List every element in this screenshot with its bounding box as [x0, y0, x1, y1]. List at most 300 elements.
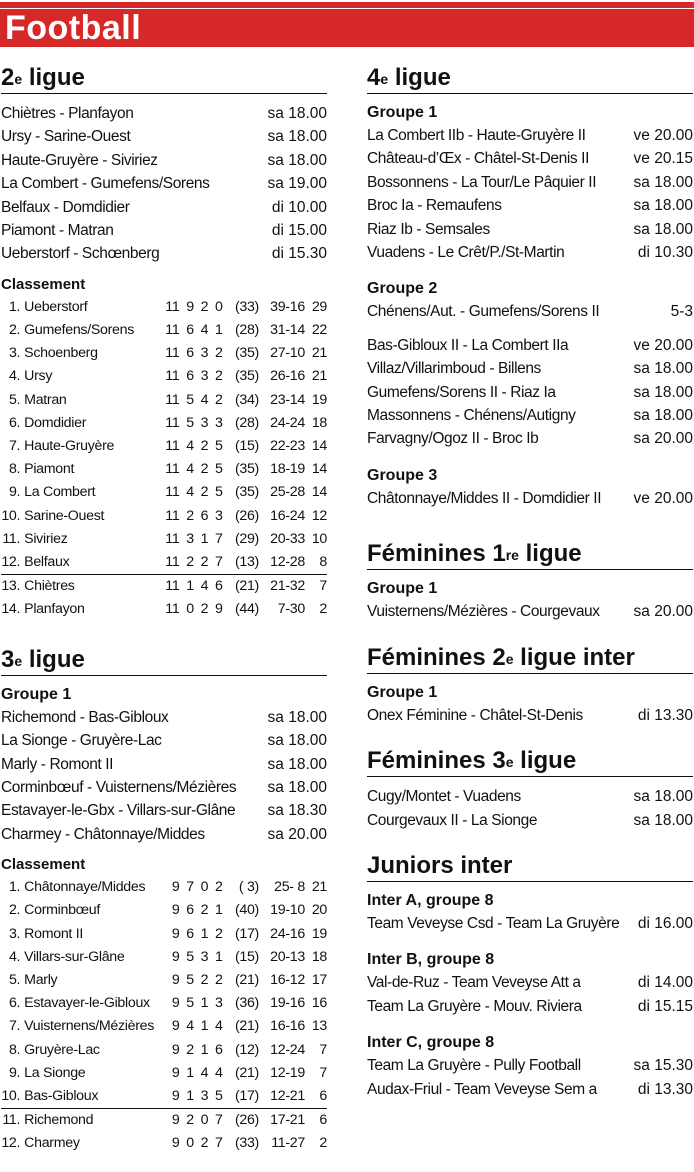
match-teams: Villaz/Villarimboud - Billens — [367, 360, 541, 378]
wins: 1 — [186, 1064, 194, 1081]
penalty-points: (33) — [234, 1135, 259, 1152]
goal-difference: 21-32 — [270, 578, 305, 595]
classement-title: Classement — [1, 856, 86, 874]
match-row — [1, 823, 327, 846]
games-played: 11 — [165, 461, 180, 478]
points: 6 — [319, 1112, 328, 1129]
match-list — [367, 124, 693, 264]
draws: 2 — [200, 461, 209, 478]
games-played: 11 — [165, 391, 180, 408]
rank-position: 11. — [2, 530, 21, 547]
section-heading — [367, 743, 693, 777]
table-row — [1, 505, 327, 528]
team-name: Villars-sur-Glâne — [24, 948, 125, 965]
rank-position: 1. — [8, 879, 21, 896]
games-played: 9 — [171, 995, 180, 1012]
draws: 6 — [200, 507, 209, 524]
table-row — [1, 969, 327, 992]
match-row — [367, 785, 693, 808]
points: 18 — [311, 948, 328, 965]
match-teams: Team La Gruyère - Pully Football — [367, 1057, 581, 1075]
team-name: La Sionge — [24, 1064, 86, 1081]
match-time: ve 20.15 — [633, 150, 693, 168]
section-title: Féminines 2e ligue inter — [367, 643, 635, 671]
left-column — [1, 60, 327, 1170]
rank-position: 4. — [8, 368, 21, 385]
match-time: di 16.00 — [637, 914, 693, 932]
draws: 3 — [200, 1087, 209, 1104]
wins: 4 — [186, 1018, 194, 1035]
match-time: di 10.00 — [271, 198, 327, 216]
goal-difference: 11-27 — [271, 1135, 305, 1152]
losses: 1 — [214, 948, 223, 965]
goal-difference: 24-16 — [270, 925, 305, 942]
match-time: sa 18.00 — [633, 173, 693, 191]
goal-difference: 19-10 — [270, 902, 305, 919]
match-row — [1, 196, 327, 219]
match-teams: Piamont - Matran — [1, 222, 114, 240]
result-teams: Chénens/Aut. - Gumefens/Sorens II — [367, 303, 600, 321]
points: 2 — [319, 1135, 328, 1152]
table-row — [1, 342, 327, 365]
table-row — [1, 946, 327, 969]
match-time: sa 18.00 — [633, 383, 693, 401]
games-played: 9 — [171, 1041, 180, 1058]
games-played: 9 — [171, 925, 180, 942]
games-played: 11 — [165, 322, 180, 339]
points: 6 — [319, 1087, 328, 1104]
losses: 2 — [214, 925, 223, 942]
table-row — [1, 296, 327, 319]
draws: 4 — [200, 391, 209, 408]
table-row — [1, 1015, 327, 1038]
draws: 2 — [200, 298, 209, 315]
losses: 4 — [214, 1064, 223, 1081]
match-time: sa 18.00 — [633, 220, 693, 238]
wins: 6 — [186, 925, 194, 942]
points: 12 — [311, 507, 328, 524]
match-teams: Val-de-Ruz - Team Veveyse Att a — [367, 974, 581, 992]
match-teams: Courgevaux II - La Sionge — [367, 811, 538, 829]
team-name: La Combert — [24, 484, 96, 501]
goal-difference: 12-28 — [270, 554, 305, 571]
match-teams: Team La Gruyère - Mouv. Riviera — [367, 997, 582, 1015]
draws: 4 — [200, 1064, 209, 1081]
section-heading — [1, 642, 327, 676]
header-banner — [0, 0, 694, 50]
draws: 1 — [200, 1018, 209, 1035]
match-time: di 13.30 — [637, 706, 693, 724]
goal-difference: 26-16 — [270, 368, 305, 385]
match-row — [367, 334, 693, 357]
group-title: Inter A, groupe 8 — [367, 891, 494, 909]
section-heading — [367, 536, 693, 570]
match-list — [1, 706, 327, 846]
wins: 6 — [186, 902, 194, 919]
penalty-points: (35) — [234, 484, 259, 501]
team-name: Haute-Gruyère — [24, 438, 115, 455]
penalty-points: (40) — [234, 902, 259, 919]
draws: 1 — [200, 925, 209, 942]
team-name: Gumefens/Sorens — [24, 322, 135, 339]
match-row — [1, 172, 327, 195]
points: 10 — [311, 530, 328, 547]
wins: 9 — [186, 298, 194, 315]
wins: 5 — [186, 995, 194, 1012]
points: 13 — [311, 1018, 328, 1035]
rank-position: 7. — [8, 438, 21, 455]
team-name: Ursy — [24, 368, 53, 385]
group-title: Groupe 2 — [367, 280, 438, 298]
rank-position: 9. — [8, 1064, 21, 1081]
rank-position: 2. — [8, 322, 21, 339]
match-teams: Gumefens/Sorens II - Riaz Ia — [367, 383, 556, 401]
section-fem2 — [367, 640, 693, 727]
losses: 0 — [214, 298, 223, 315]
match-teams: Team Veveyse Csd - Team La Gruyère — [367, 914, 620, 932]
match-time: sa 18.30 — [267, 802, 327, 820]
page-title: Football — [5, 9, 142, 47]
draws: 2 — [200, 1135, 209, 1152]
table-row — [1, 876, 327, 899]
games-played: 11 — [165, 345, 180, 362]
team-name: Châtonnaye/Middes — [24, 879, 146, 896]
losses: 4 — [214, 1018, 223, 1035]
goal-difference: 12-19 — [270, 1064, 305, 1081]
penalty-points: (29) — [234, 530, 259, 547]
match-row — [367, 241, 693, 264]
section-title: Féminines 3e ligue — [367, 747, 577, 775]
match-teams: Bossonnens - La Tour/Le Pâquier II — [367, 173, 597, 191]
wins: 7 — [186, 879, 194, 896]
section-fem3 — [367, 743, 693, 832]
penalty-points: (15) — [234, 438, 259, 455]
section-heading — [367, 640, 693, 674]
wins: 4 — [186, 438, 194, 455]
table-row — [1, 1062, 327, 1085]
penalty-points: (13) — [234, 554, 259, 571]
penalty-points: (17) — [234, 925, 259, 942]
match-time: ve 20.00 — [633, 127, 693, 144]
points: 14 — [311, 438, 328, 455]
standings-table — [1, 876, 327, 1155]
match-time: sa 18.00 — [267, 105, 327, 122]
draws: 0 — [200, 1112, 209, 1129]
match-teams: Farvagny/Ogoz II - Broc Ib — [367, 430, 539, 448]
match-time: sa 20.00 — [633, 603, 693, 621]
points: 19 — [311, 925, 328, 942]
games-played: 9 — [171, 1018, 180, 1035]
team-name: Bas-Gibloux — [24, 1087, 99, 1104]
goal-difference: 24-24 — [270, 414, 305, 431]
points: 20 — [311, 902, 328, 919]
draws: 3 — [200, 368, 209, 385]
match-row — [1, 729, 327, 752]
goal-difference: 7-30 — [277, 601, 305, 618]
match-teams: Estavayer-le-Gbx - Villars-sur-Glâne — [1, 802, 236, 820]
wins: 2 — [186, 1041, 194, 1058]
losses: 3 — [214, 507, 223, 524]
draws: 3 — [200, 345, 209, 362]
goal-difference: 20-13 — [270, 948, 305, 965]
rank-position: 14. — [1, 601, 21, 618]
match-time: sa 15.30 — [633, 1057, 693, 1075]
result-row — [367, 300, 693, 323]
losses: 7 — [214, 1135, 223, 1152]
team-name: Belfaux — [24, 554, 70, 571]
table-row — [1, 389, 327, 412]
section-title: Féminines 1re ligue — [367, 540, 582, 568]
match-row — [367, 218, 693, 241]
games-played: 9 — [171, 879, 180, 896]
draws: 1 — [200, 1041, 209, 1058]
points: 2 — [319, 601, 328, 618]
goal-difference: 16-12 — [270, 971, 305, 988]
losses: 2 — [214, 879, 223, 896]
table-row — [1, 481, 327, 504]
wins: 5 — [186, 414, 194, 431]
table-row — [1, 574, 327, 598]
penalty-points: (33) — [234, 298, 259, 315]
match-time: sa 18.00 — [633, 197, 693, 215]
losses: 2 — [214, 368, 223, 385]
goal-difference: 22-23 — [270, 438, 305, 455]
rank-position: 3. — [8, 345, 21, 362]
goal-difference: 27-10 — [270, 345, 305, 362]
classement-title: Classement — [1, 275, 86, 293]
wins: 0 — [186, 1135, 194, 1152]
match-teams: Haute-Gruyère - Siviriez — [1, 151, 158, 169]
rank-position: 6. — [8, 995, 21, 1012]
section-ligue3 — [1, 642, 327, 1156]
match-row — [367, 404, 693, 427]
team-name: Matran — [24, 391, 67, 408]
match-row — [367, 809, 693, 832]
penalty-points: (21) — [234, 1064, 259, 1081]
match-time: di 10.30 — [637, 244, 693, 262]
match-teams: La Sionge - Gruyère-Lac — [1, 732, 162, 750]
banner-box — [0, 9, 694, 47]
group-title: Groupe 3 — [367, 466, 438, 484]
team-name: Marly — [24, 971, 58, 988]
rank-position: 8. — [8, 1041, 21, 1058]
points: 18 — [311, 414, 328, 431]
rank-position: 10. — [1, 507, 21, 524]
rank-position: 9. — [8, 484, 21, 501]
table-row — [1, 1108, 327, 1132]
points: 21 — [311, 879, 328, 896]
team-name: Planfayon — [24, 601, 85, 618]
match-teams: Vuadens - Le Crêt/P./St-Martin — [367, 244, 565, 262]
match-teams: Château-d’Œx - Châtel-St-Denis II — [367, 150, 589, 168]
team-name: Romont II — [24, 925, 83, 942]
draws: 4 — [200, 578, 209, 595]
wins: 2 — [186, 1112, 194, 1129]
match-teams: Corminbœuf - Vuisternens/Mézières — [1, 778, 237, 796]
match-time: sa 18.00 — [267, 128, 327, 146]
wins: 3 — [186, 530, 194, 547]
match-teams: Ueberstorf - Schœnberg — [1, 245, 160, 263]
penalty-points: (34) — [234, 391, 259, 408]
penalty-points: (35) — [234, 461, 259, 478]
match-time: sa 20.00 — [633, 430, 693, 448]
section-heading — [1, 60, 327, 94]
draws: 1 — [200, 995, 209, 1012]
match-row — [1, 219, 327, 242]
match-list — [367, 487, 693, 510]
draws: 3 — [200, 414, 209, 431]
penalty-points: (44) — [234, 601, 259, 618]
group-title: Groupe 1 — [1, 685, 72, 703]
standings-table — [1, 296, 327, 622]
match-time: di 15.00 — [271, 222, 327, 240]
table-row — [1, 435, 327, 458]
losses: 5 — [214, 1087, 223, 1104]
games-played: 11 — [165, 368, 180, 385]
match-time: sa 18.00 — [633, 407, 693, 425]
points: 22 — [311, 322, 328, 339]
losses: 1 — [214, 902, 223, 919]
match-time: sa 18.00 — [267, 778, 327, 796]
team-name: Piamont — [24, 461, 75, 478]
match-list — [367, 334, 693, 451]
penalty-points: (26) — [234, 1112, 259, 1129]
match-list — [367, 785, 693, 832]
penalty-points: ( 3) — [238, 879, 259, 896]
match-row — [367, 971, 693, 994]
rank-position: 5. — [8, 971, 21, 988]
match-list — [367, 1054, 693, 1101]
losses: 5 — [214, 461, 223, 478]
section-title: 4e ligue — [367, 64, 451, 91]
rank-position: 2. — [8, 902, 21, 919]
match-row — [367, 995, 693, 1018]
draws: 2 — [200, 601, 209, 618]
losses: 1 — [214, 322, 223, 339]
games-played: 11 — [165, 530, 180, 547]
penalty-points: (26) — [234, 507, 259, 524]
team-name: Estavayer-le-Gibloux — [24, 995, 150, 1012]
match-teams: Audax-Friul - Team Veveyse Sem a — [367, 1080, 597, 1098]
match-time: di 13.30 — [637, 1080, 693, 1098]
table-row — [1, 992, 327, 1015]
rank-position: 8. — [8, 461, 21, 478]
penalty-points: (35) — [234, 345, 259, 362]
wins: 1 — [186, 1087, 194, 1104]
rank-position: 10. — [1, 1087, 21, 1104]
team-name: Chiètres — [24, 578, 75, 595]
group-title: Inter B, groupe 8 — [367, 951, 495, 969]
losses: 9 — [214, 601, 223, 618]
draws: 2 — [200, 902, 209, 919]
draws: 2 — [200, 438, 209, 455]
match-time: sa 18.00 — [267, 708, 327, 726]
result-score: 5-3 — [670, 303, 693, 321]
section-heading — [367, 60, 693, 94]
match-teams: Richemond - Bas-Gibloux — [1, 708, 169, 726]
losses: 3 — [214, 995, 223, 1012]
points: 19 — [311, 391, 328, 408]
points: 29 — [311, 298, 328, 315]
match-time: di 15.15 — [637, 997, 693, 1015]
match-row — [367, 912, 693, 935]
rank-position: 11. — [2, 1112, 21, 1129]
goal-difference: 25- 8 — [274, 879, 305, 896]
match-teams: Onex Féminine - Châtel-St-Denis — [367, 706, 583, 724]
points: 7 — [319, 578, 328, 595]
match-row — [367, 704, 693, 727]
team-name: Domdidier — [24, 414, 87, 431]
section-title: 3e ligue — [1, 645, 85, 673]
banner-stripe — [0, 2, 694, 8]
rank-position: 12. — [1, 1135, 21, 1152]
table-row — [1, 1039, 327, 1062]
losses: 5 — [214, 438, 223, 455]
rank-position: 12. — [1, 554, 21, 571]
match-row — [367, 600, 693, 623]
team-name: Corminbœuf — [24, 902, 101, 919]
match-row — [367, 147, 693, 170]
rank-position: 3. — [8, 925, 21, 942]
draws: 3 — [200, 948, 209, 965]
wins: 0 — [186, 601, 194, 618]
match-teams: La Combert IIb - Haute-Gruyère II — [367, 127, 586, 144]
rank-position: 5. — [8, 391, 21, 408]
match-time: sa 19.00 — [267, 175, 327, 193]
goal-difference: 16-24 — [270, 507, 305, 524]
match-row — [1, 799, 327, 822]
table-row — [1, 923, 327, 946]
games-played: 11 — [165, 554, 180, 571]
match-list — [1, 102, 327, 266]
table-row — [1, 319, 327, 342]
match-teams: Vuisternens/Mézières - Courgevaux — [367, 603, 600, 621]
goal-difference: 25-28 — [270, 484, 305, 501]
penalty-points: (21) — [234, 971, 259, 988]
right-column — [367, 60, 693, 1115]
match-time: sa 18.00 — [633, 811, 693, 829]
draws: 4 — [200, 322, 209, 339]
games-played: 11 — [165, 298, 180, 315]
match-row — [367, 171, 693, 194]
match-row — [367, 194, 693, 217]
games-played: 11 — [165, 507, 180, 524]
penalty-points: (36) — [234, 995, 259, 1012]
match-list — [367, 704, 693, 727]
goal-difference: 17-21 — [270, 1112, 305, 1129]
section-ligue4 — [367, 60, 693, 510]
match-time: sa 18.00 — [633, 360, 693, 378]
match-row — [367, 1078, 693, 1101]
draws: 2 — [200, 484, 209, 501]
draws: 1 — [200, 530, 209, 547]
match-time: sa 18.00 — [267, 151, 327, 169]
team-name: Sarine-Ouest — [24, 507, 105, 524]
group-title: Groupe 1 — [367, 104, 438, 121]
wins: 1 — [186, 578, 194, 595]
rank-position: 7. — [8, 1018, 21, 1035]
wins: 2 — [186, 507, 194, 524]
table-row — [1, 528, 327, 551]
games-played: 11 — [165, 414, 180, 431]
penalty-points: (15) — [234, 948, 259, 965]
table-row — [1, 458, 327, 481]
match-time: ve 20.00 — [633, 336, 693, 354]
match-teams: Chiètres - Planfayon — [1, 105, 134, 122]
match-teams: Massonnens - Chénens/Autigny — [367, 407, 576, 425]
match-row — [367, 357, 693, 380]
penalty-points: (28) — [234, 322, 259, 339]
